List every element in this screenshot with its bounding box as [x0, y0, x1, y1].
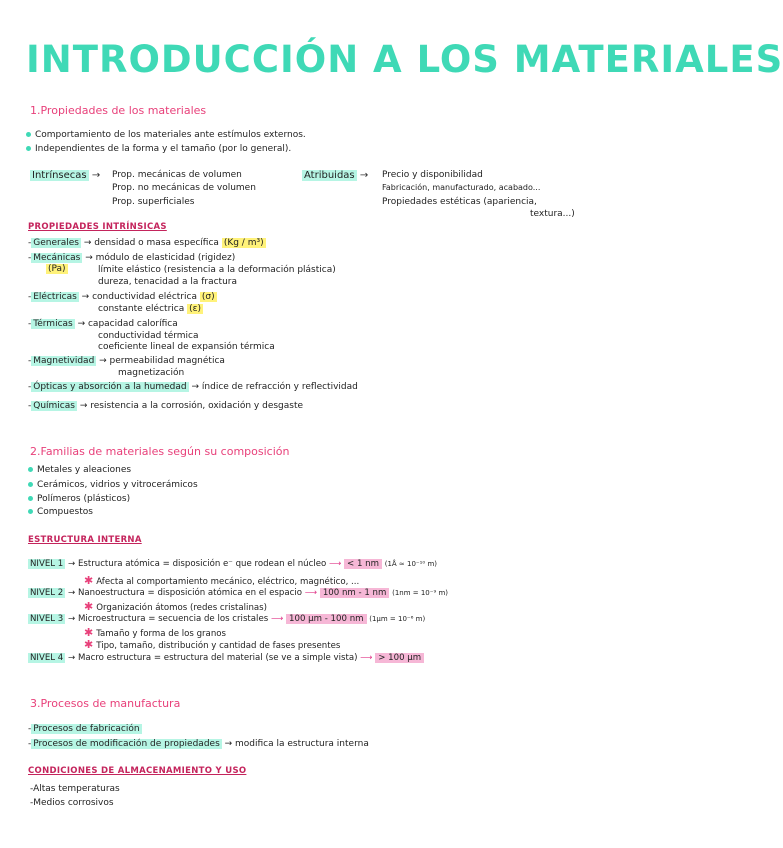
star-icon: ✱	[84, 574, 94, 587]
intrinsecas-item: Prop. superficiales	[112, 197, 195, 207]
bullet-item: Comportamiento de los materiales ante estímulos externos.	[26, 130, 306, 140]
atribuidas-item: Precio y disponibilidad	[382, 170, 483, 180]
star-icon: ✱	[84, 600, 94, 613]
prop-opticas: - Ópticas y absorción a la humedad → índice de refracción y reflectividad	[28, 382, 358, 392]
section-2-heading: 2.Familias de materiales según su composición	[30, 445, 290, 458]
termicas-line: conductividad térmica	[98, 331, 199, 341]
bullet-item: Independientes de la forma y el tamaño (por lo general).	[26, 144, 291, 154]
bullet-dot	[28, 482, 33, 487]
bullet-item: Metales y aleaciones	[28, 465, 131, 475]
nivel-2-note: ✱ Organización átomos (redes cristalinas)	[84, 600, 267, 613]
prop-electricas: - Eléctricas → conductividad eléctrica (σ)	[28, 292, 215, 302]
mecanicas-line: límite elástico (resistencia a la deformación plástica)	[98, 265, 336, 275]
prop-magnetividad: - Magnetividad → permeabilidad magnética	[28, 356, 225, 366]
mecanicas-unit: (Pa)	[48, 264, 66, 274]
electricas-line: constante eléctrica (ε)	[98, 304, 202, 314]
bullet-dot	[28, 467, 33, 472]
nivel-2: NIVEL 2 → Nanoestructura = disposición atómica en el espacio ⟶ 100 nm - 1 nm (1nm = 10⁻⁹ m)	[30, 588, 449, 598]
nivel-3-note: ✱ Tamaño y forma de los granos	[84, 626, 227, 639]
bullet-dot	[26, 146, 31, 151]
intrinsecas-item: Prop. no mecánicas de volumen	[112, 183, 256, 193]
nivel-3: NIVEL 3 → Microestructura = secuencia de los cristales ⟶ 100 µm - 100 nm (1µm = 10⁻⁶ m)	[30, 614, 426, 624]
nivel-1: NIVEL 1 → Estructura atómica = disposición e⁻ que rodean el núcleo ⟶ < 1 nm (1Å ≃ 10⁻¹⁰ m)	[30, 559, 438, 569]
storage-item: -Medios corrosivos	[30, 798, 114, 808]
nivel-1-note: ✱ Afecta al comportamiento mecánico, eléctrico, magnético, ...	[84, 574, 360, 587]
prop-generales: - Generales → densidad o masa específica (Kg / m³)	[28, 238, 264, 248]
atribuidas-label: Atribuidas →	[304, 170, 369, 181]
bullet-item: Cerámicos, vidrios y vitrocerámicos	[28, 480, 198, 490]
prop-quimicas: - Químicas → resistencia a la corrosión, oxidación y desgaste	[28, 401, 304, 411]
bullet-item: Polímeros (plásticos)	[28, 494, 130, 504]
section-3-heading: 3.Procesos de manufactura	[30, 697, 181, 710]
bullet-dot	[26, 132, 31, 137]
atribuidas-item: textura...)	[530, 209, 575, 219]
atribuidas-item: Fabricación, manufacturado, acabado...	[382, 183, 541, 192]
prop-termicas: - Térmicas → capacidad calorífica	[28, 319, 178, 329]
atribuidas-item: Propiedades estéticas (apariencia,	[382, 197, 537, 207]
star-icon: ✱	[84, 626, 94, 639]
bullet-dot	[28, 509, 33, 514]
process-line: - Procesos de fabricación	[28, 724, 140, 734]
process-line: - Procesos de modificación de propiedades → modifica la estructura interna	[28, 739, 369, 749]
mecanicas-line: dureza, tenacidad a la fractura	[98, 277, 237, 287]
intrinsecas-label: Intrínsecas →	[32, 170, 101, 181]
intrinsecas-item: Prop. mecánicas de volumen	[112, 170, 242, 180]
magnetividad-line: magnetización	[118, 368, 185, 378]
structure-heading: ESTRUCTURA INTERNA	[28, 535, 142, 545]
nivel-4: NIVEL 4 → Macro estructura = estructura del material (se ve a simple vista) ⟶ > 100 µm	[28, 653, 424, 663]
bullet-dot	[28, 496, 33, 501]
star-icon: ✱	[84, 638, 94, 651]
page-title: INTRODUCCIÓN A LOS MATERIALES	[26, 38, 783, 81]
section-1-heading: 1.Propiedades de los materiales	[30, 104, 207, 117]
nivel-3-note: ✱ Tipo, tamaño, distribución y cantidad de fases presentes	[84, 638, 341, 651]
termicas-line: coeficiente lineal de expansión térmica	[98, 342, 275, 352]
storage-item: -Altas temperaturas	[30, 784, 120, 794]
storage-heading: CONDICIONES DE ALMACENAMIENTO Y USO	[28, 766, 247, 776]
bullet-item: Compuestos	[28, 507, 93, 517]
intrinsic-heading: PROPIEDADES INTRÍNSICAS	[28, 222, 167, 232]
prop-mecanicas: - Mecánicas → módulo de elasticidad (rigidez)	[28, 253, 236, 263]
